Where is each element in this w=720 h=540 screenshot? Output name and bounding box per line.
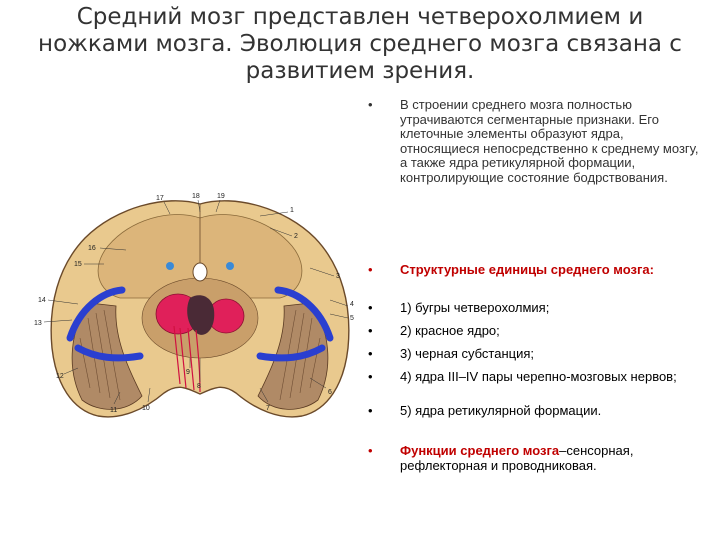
label-7: 7 [266, 405, 270, 412]
bullet-marker: • [368, 262, 373, 277]
bullet-marker: • [368, 403, 373, 418]
label-10: 10 [142, 405, 150, 412]
bullet-marker: • [368, 300, 373, 315]
bullet-functions [368, 444, 704, 473]
label-17: 17 [156, 195, 164, 202]
label-5: 5 [350, 315, 354, 322]
label-13: 13 [34, 320, 42, 327]
list-item [368, 301, 704, 316]
label-11: 11 [110, 407, 118, 414]
list-item-text: 5) ядра ретикулярной формации. [400, 403, 602, 418]
label-9: 9 [186, 369, 190, 376]
label-8: 8 [197, 383, 201, 390]
bullet-marker: • [368, 346, 373, 361]
list-item [368, 324, 704, 339]
list-item-text: 4) ядра III–IV пары черепно-мозговых нервов; [400, 369, 677, 384]
slide-title: Средний мозг представлен четверохолмием и ножками мозга. Эволюция среднего мозга связана с развитием зрения. [38, 4, 682, 84]
label-2: 2 [294, 233, 298, 240]
functions-heading: Функции среднего мозга [400, 443, 560, 458]
list-item-text: 3) черная субстанция; [400, 346, 534, 361]
label-6: 6 [328, 389, 332, 396]
bullet-structural-heading [368, 263, 704, 278]
midbrain-diagram [30, 188, 370, 428]
label-12: 12 [56, 373, 64, 380]
label-1: 1 [290, 207, 294, 214]
midbrain-cross-section-illustration [30, 188, 370, 428]
label-4: 4 [350, 301, 354, 308]
bullet-marker: • [368, 443, 373, 458]
list-item [368, 404, 704, 419]
bullet-marker: • [368, 97, 373, 112]
list-item-text: 1) бугры четверохолмия; [400, 300, 550, 315]
bullet-intro [368, 98, 704, 186]
intro-text: В строении среднего мозга полностью утрачиваются сегментарные признаки. Его клеточные элементы образуют ядра, относящиеся непосредственно к среднему мозгу, а также ядра ретикулярной формации, контролирующие состояние бодрствования. [400, 97, 699, 185]
functions-text: –сенсорная, рефлекторная и проводниковая. [400, 443, 634, 473]
list-item [368, 347, 704, 362]
bullet-marker: • [368, 369, 373, 384]
bullet-marker: • [368, 323, 373, 338]
label-19: 19 [217, 193, 225, 200]
list-item [368, 370, 704, 385]
label-3: 3 [336, 273, 340, 280]
label-16: 16 [88, 245, 96, 252]
label-14: 14 [38, 297, 46, 304]
label-15: 15 [74, 261, 82, 268]
structural-heading: Структурные единицы среднего мозга: [400, 262, 654, 277]
list-item-text: 2) красное ядро; [400, 323, 500, 338]
label-18: 18 [192, 193, 200, 200]
